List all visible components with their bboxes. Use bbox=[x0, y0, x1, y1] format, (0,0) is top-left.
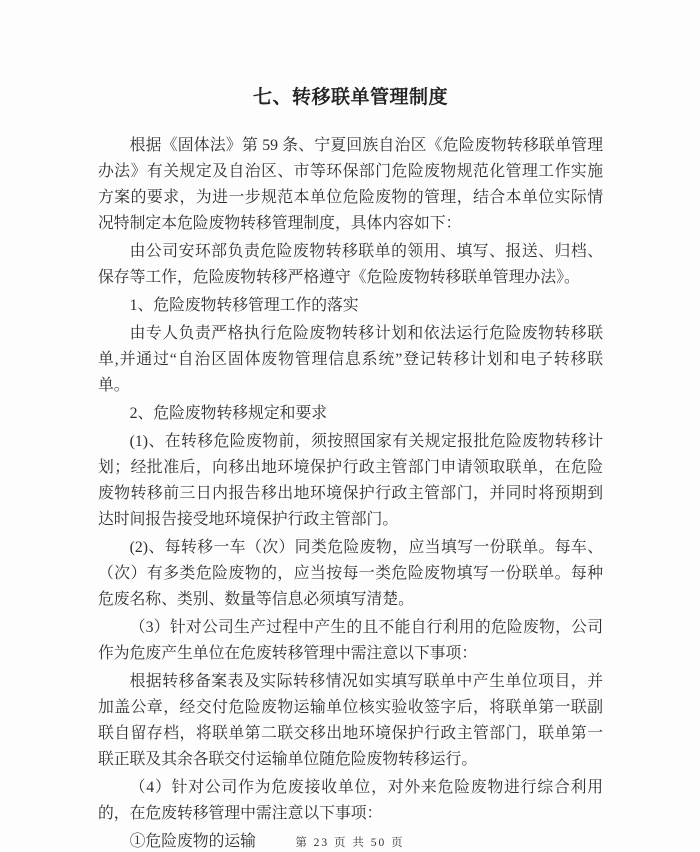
paragraph-section1-body: 由专人负责严格执行危险废物转移计划和依法运行危险废物转移联单,并通过“自治区固体废物管理信息系统”登记转移计划和电子转移联单。 bbox=[98, 325, 603, 394]
paragraph-subitem-transport: ①危险废物的运输 bbox=[129, 833, 256, 850]
paragraph-item-1: (1)、在转移危险废物前，须按照国家有关规定报批危险废物转移计划；经批准后，向移出地环境保护行政主管部门申请领取联单，在危险废物转移前三日内报告移出地环境保护行政主管部门，并同时将预期到达时间报告接受地环境保护行政主管部门。 bbox=[98, 433, 603, 528]
paragraph-item-4: （4）针对公司作为危废接收单位，对外来危险废物进行综合利用的，在危废转移管理中需注意以下事项： bbox=[98, 779, 603, 822]
document-content bbox=[98, 86, 603, 852]
paragraph-responsibility: 由公司安环部负责危险废物转移联单的领用、填写、报送、归档、保存等工作，危险废物转移严格遵守《危险废物转移联单管理办法》。 bbox=[98, 243, 603, 286]
paragraph-item-3: （3）针对公司生产过程中产生的且不能自行利用的危险废物，公司作为危废产生单位在危废转移管理中需注意以下事项： bbox=[98, 619, 603, 662]
section-heading-2: 2、危险废物转移规定和要求 bbox=[129, 405, 328, 422]
section-heading-1: 1、危险废物转移管理工作的落实 bbox=[129, 297, 359, 314]
paragraph-item-2: (2)、每转移一车（次）同类危险废物，应当填写一份联单。每车、（次）有多类危险废物的，应当按每一类危险废物填写一份联单。每种危废名称、类别、数量等信息必须填写清楚。 bbox=[98, 539, 603, 608]
paragraph-intro: 根据《固体法》第 59 条、宁夏回族自治区《危险废物转移联单管理办法》有关规定及自治区、市等环保部门危险废物规范化管理工作实施方案的要求，为进一步规范本单位危险废物的管理，结合本单位实际情况特制定本危险废物转移管理制度，具体内容如下： bbox=[98, 137, 603, 232]
paragraph-item-3-detail: 根据转移备案表及实际转移情况如实填写联单中产生单位项目，并加盖公章，经交付危险废物运输单位核实验收签字后，将联单第一联副联自留存档，将联单第二联交移出地环境保护行政主管部门，联单第一联正联及其余各联交付运输单位随危险废物转移运行。 bbox=[98, 673, 603, 768]
page-number-footer: 第 23 页 共 50 页 bbox=[295, 837, 405, 849]
page-title: 七、转移联单管理制度 bbox=[252, 87, 448, 108]
